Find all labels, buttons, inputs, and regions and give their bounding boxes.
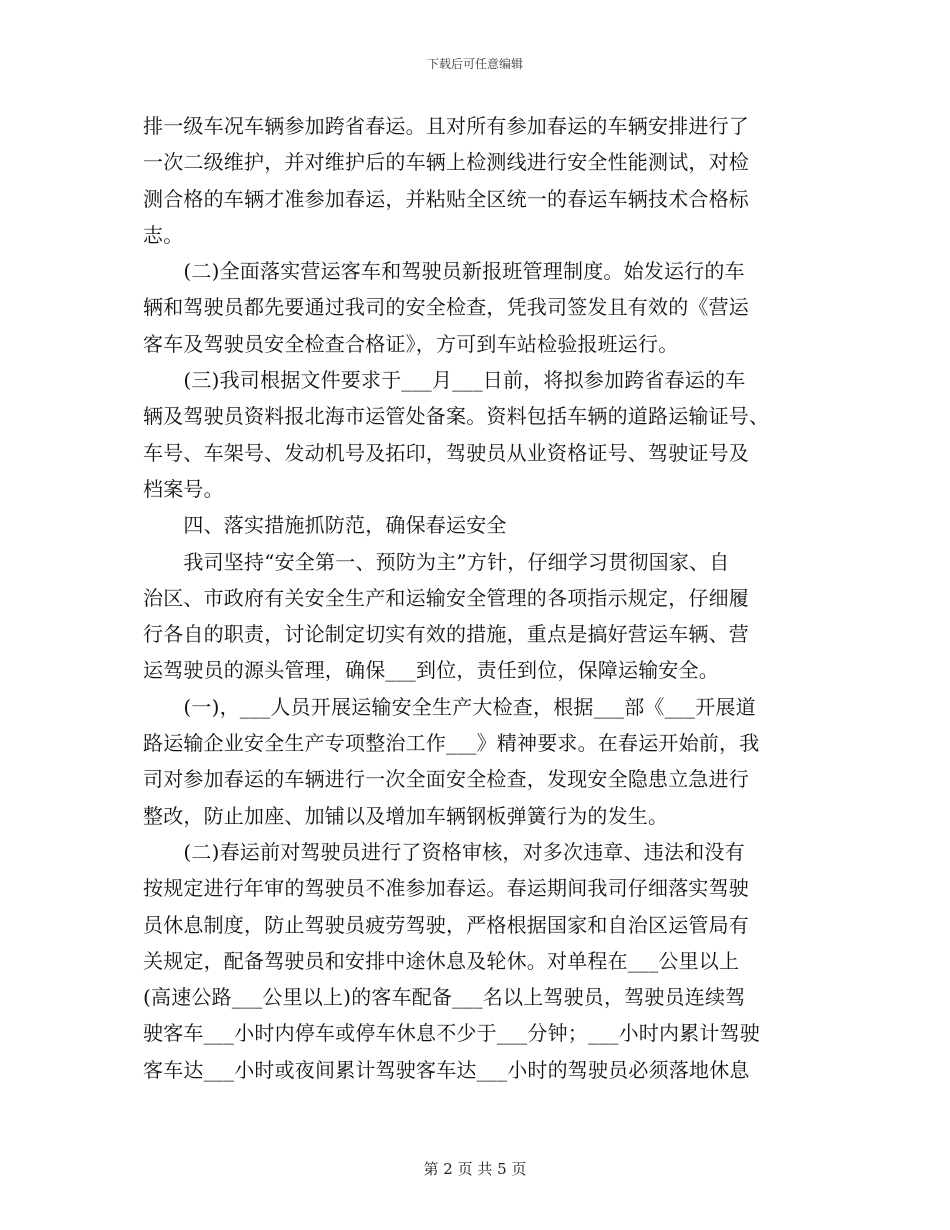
text-line: (二)全面落实营运客车和驾驶员新报班管理制度。始发运行的车 [143,259,745,284]
text-line: 档案号。 [143,476,224,501]
text-line: 一次二级维护，并对维护后的车辆上检测线进行安全性能测试，对检 [143,150,749,175]
text-line: 行各自的职责，讨论制定切实有效的措施，重点是搞好营运车辆、营 [143,622,749,647]
text-line: 测合格的车辆才准参加春运，并粘贴全区统一的春运车辆技术合格标 [143,186,749,211]
text-line: 整改，防止加座、加铺以及增加车辆钢板弹簧行为的发生。 [143,803,669,828]
text-line: (一)，___人员开展运输安全生产大检查，根据___部《___开展道 [143,694,756,719]
page-footer: 第 2 页 共 5 页 [423,1160,527,1178]
text-line: 运驾驶员的源头管理，确保___到位，责任到位，保障运输安全。 [143,658,719,683]
text-line: 关规定，配备驾驶员和安排中途休息及轮休。对单程在___公里以上 [143,948,740,973]
text-line: 路运输企业安全生产专项整治工作___》精神要求。在春运开始前，我 [143,731,760,756]
text-line: 辆及驾驶员资料报北海市运管处备案。资料包括车辆的道路运输证号、 [143,404,770,429]
text-line: 车号、车架号、发动机号及拓印，驾驶员从业资格证号、驾驶证号及 [143,440,749,465]
text-line: 我司坚持“安全第一、预防为主”方针，仔细学习贯彻国家、自 [143,549,730,574]
text-line: 客车达___小时或夜间累计驾驶客车达___小时的驾驶员必须落地休息 [143,1057,750,1082]
text-line: 志。 [143,222,184,247]
text-line: 驶客车___小时内停车或停车休息不少于___分钟；___小时内累计驾驶 [143,1021,760,1046]
text-line: (高速公路___公里以上)的客车配备___名以上驾驶员，驾驶员连续驾 [143,985,746,1010]
text-line: 按规定进行年审的驾驶员不准参加春运。春运期间我司仔细落实驾驶 [143,876,749,901]
text-line: 辆和驾驶员都先要通过我司的安全检查，凭我司签发且有效的《营运 [143,295,749,320]
document-body [143,108,808,1088]
page-header: 下载后可任意编辑 [426,57,523,71]
text-line: 司对参加春运的车辆进行一次全面安全检查，发现安全隐患立急进行 [143,767,749,792]
text-line: 治区、市政府有关安全生产和运输安全管理的各项指示规定，仔细履 [143,585,749,610]
section-heading: 四、落实措施抓防范，确保春运安全 [143,513,507,538]
text-line: 员休息制度，防止驾驶员疲劳驾驶，严格根据国家和自治区运管局有 [143,912,749,937]
text-line: (二)春运前对驾驶员进行了资格审核，对多次违章、违法和没有 [143,839,745,864]
text-line: (三)我司根据文件要求于___月___日前，将拟参加跨省春运的车 [143,368,746,393]
text-line: 排一级车况车辆参加跨省春运。且对所有参加春运的车辆安排进行了 [143,114,749,138]
text-line: 客车及驾驶员安全检查合格证》，方可到车站检验报班运行。 [143,331,679,356]
